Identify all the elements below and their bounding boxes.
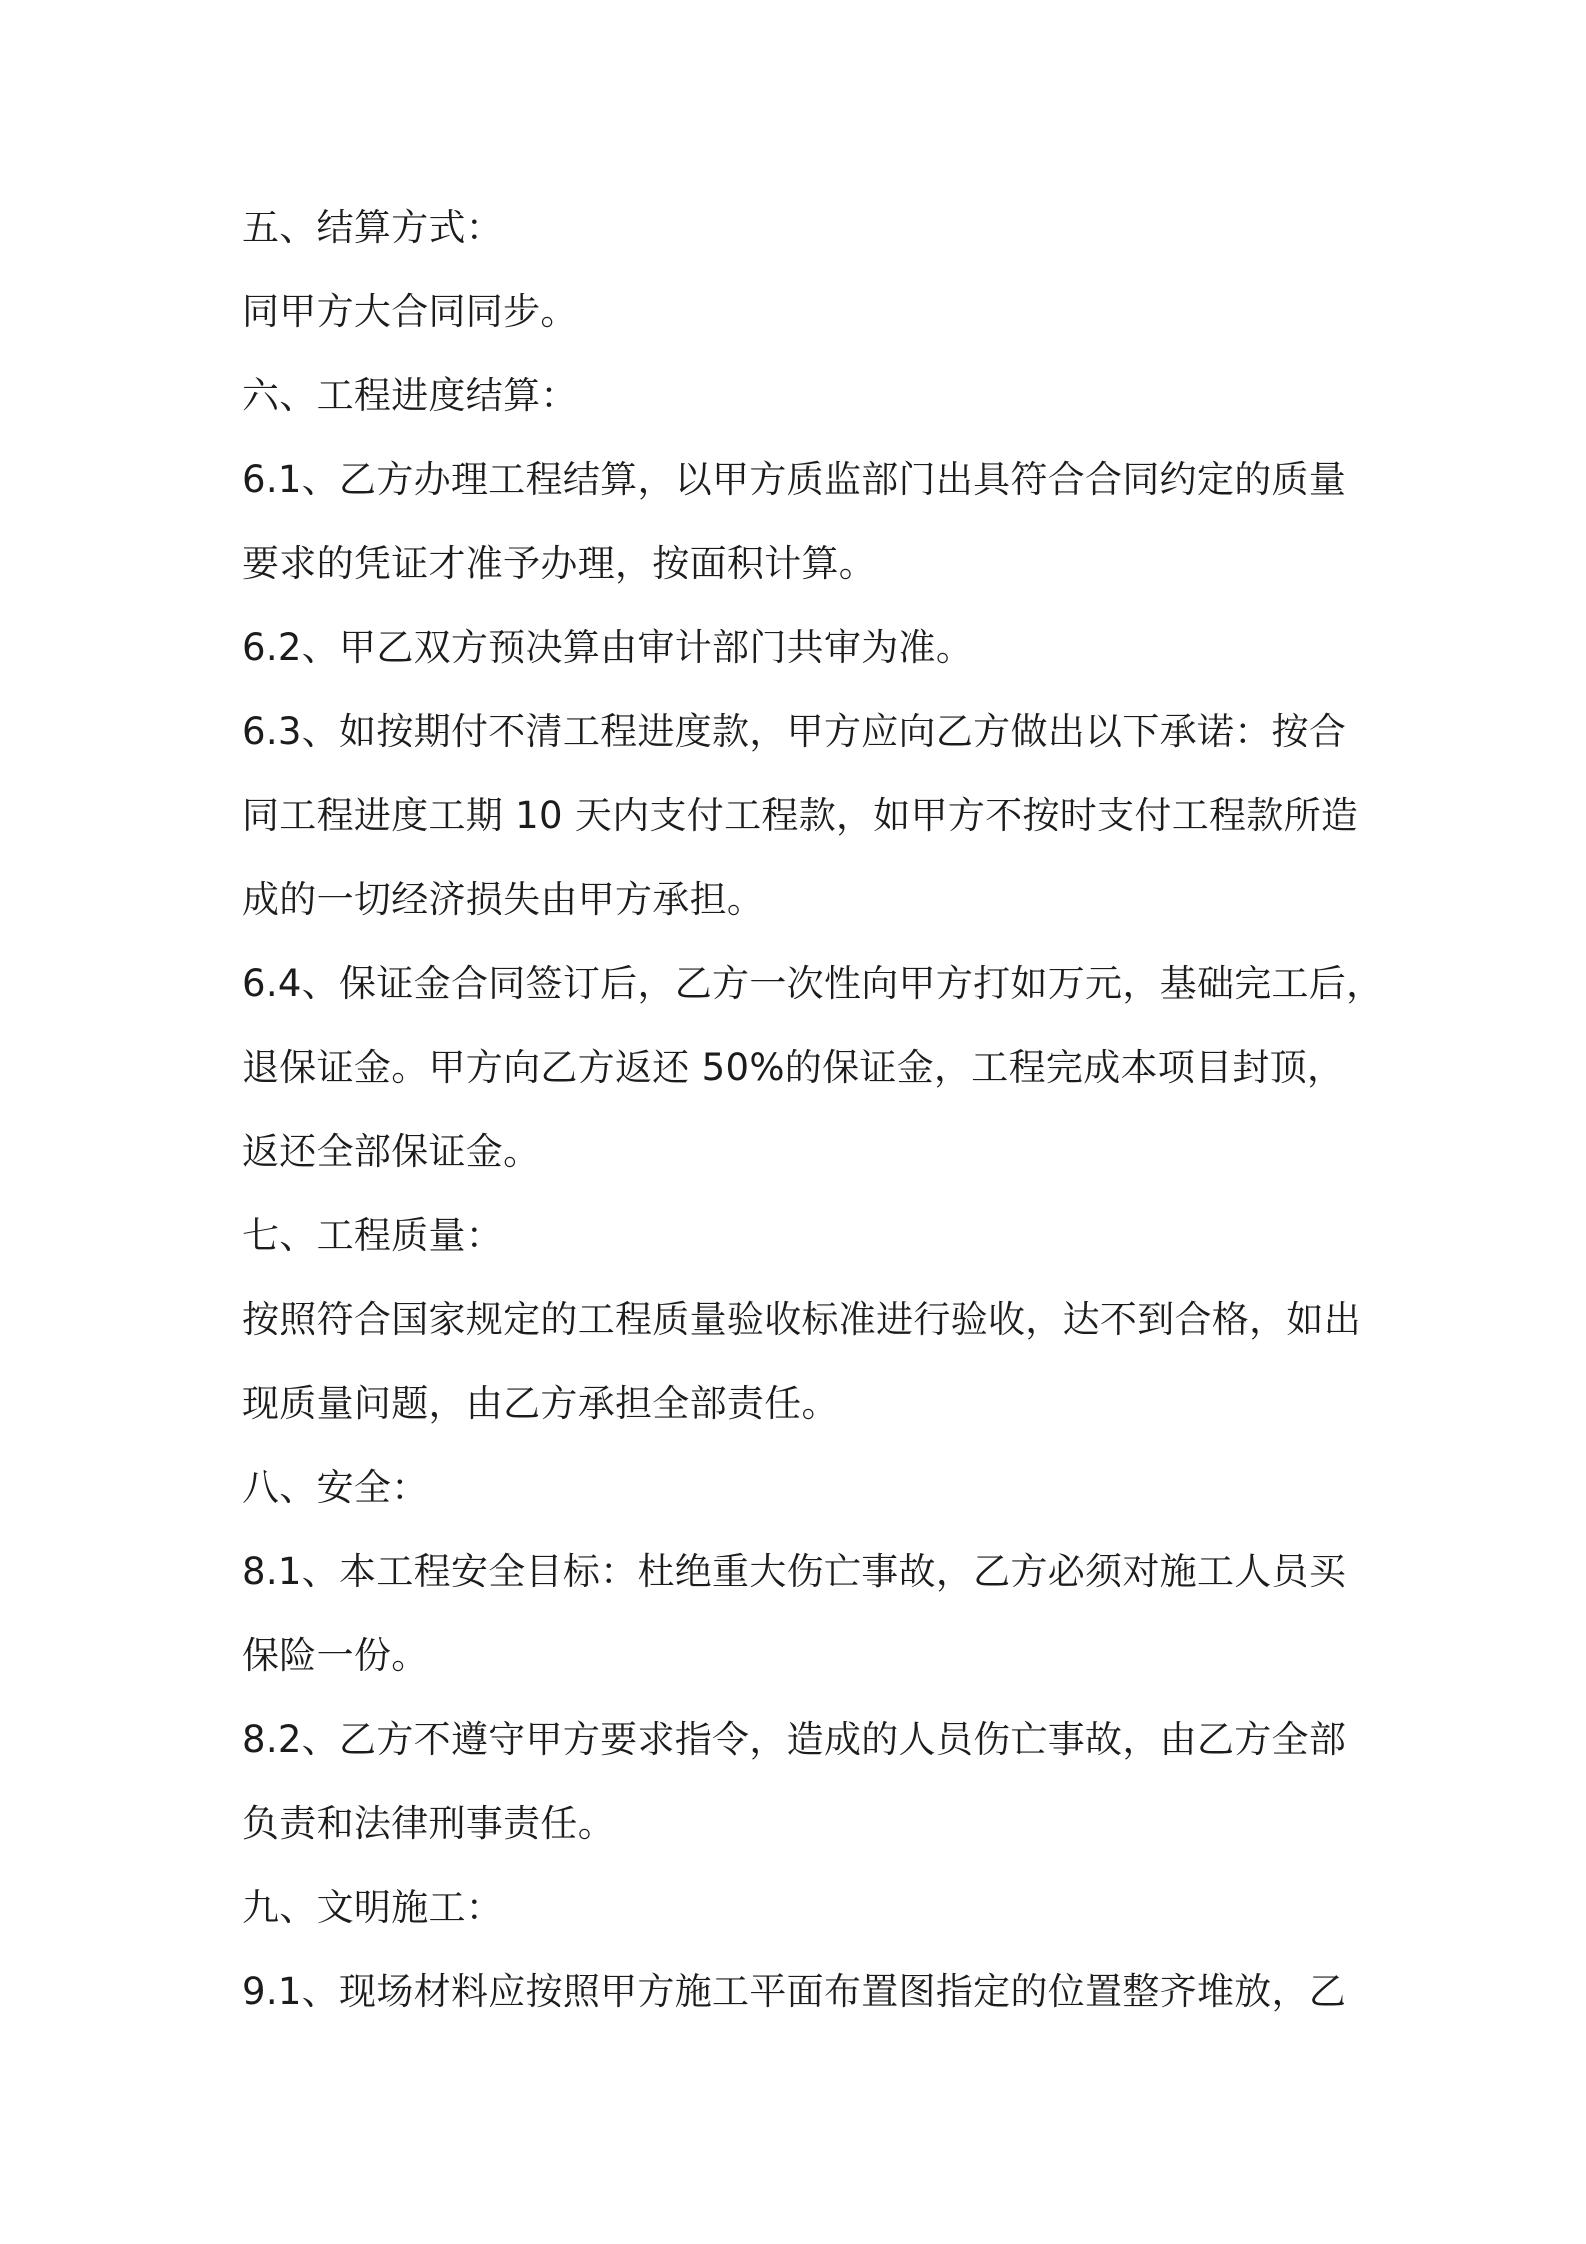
body-text-line: 现质量问题，由乙方承担全部责任。 — [242, 1382, 839, 1425]
clause-line: 6.1、乙方办理工程结算，以甲方质监部门出具符合合同约定的质量 — [242, 458, 1347, 501]
body-text-line: 返还全部保证金。 — [242, 1130, 541, 1173]
body-text-line: 同甲方大合同同步。 — [242, 290, 578, 333]
section-heading-civilized-construction: 九、文明施工： — [242, 1886, 504, 1929]
clause-line: 9.1、现场材料应按照甲方施工平面布置图指定的位置整齐堆放，乙 — [242, 1970, 1347, 2013]
document-body — [242, 186, 1442, 2034]
clause-line: 8.2、乙方不遵守甲方要求指令，造成的人员伤亡事故，由乙方全部 — [242, 1718, 1347, 1761]
clause-line: 6.2、甲乙双方预决算由审计部门共审为准。 — [242, 626, 974, 669]
section-heading-settlement-method: 五、结算方式： — [242, 206, 504, 249]
clause-line: 6.4、保证金合同签订后，乙方一次性向甲方打如万元，基础完工后， — [242, 962, 1384, 1005]
body-text-line: 按照符合国家规定的工程质量验收标准进行验收，达不到合格，如出 — [242, 1298, 1361, 1341]
body-text-line: 保险一份。 — [242, 1634, 429, 1677]
body-text-line: 退保证金。甲方向乙方返还 50%的保证金，工程完成本项目封顶， — [242, 1046, 1345, 1089]
clause-line: 6.3、如按期付不清工程进度款，甲方应向乙方做出以下承诺：按合 — [242, 710, 1347, 753]
clause-line: 8.1、本工程安全目标：杜绝重大伤亡事故，乙方必须对施工人员买 — [242, 1550, 1347, 1593]
body-text-line: 同工程进度工期 10 天内支付工程款，如甲方不按时支付工程款所造 — [242, 794, 1359, 837]
body-text-line: 要求的凭证才准予办理，按面积计算。 — [242, 542, 877, 585]
body-text-line: 负责和法律刑事责任。 — [242, 1802, 615, 1845]
body-text-line: 成的一切经济损失由甲方承担。 — [242, 878, 765, 921]
section-heading-safety: 八、安全： — [242, 1466, 429, 1509]
section-heading-quality: 七、工程质量： — [242, 1214, 504, 1257]
section-heading-progress-settlement: 六、工程进度结算： — [242, 374, 578, 417]
